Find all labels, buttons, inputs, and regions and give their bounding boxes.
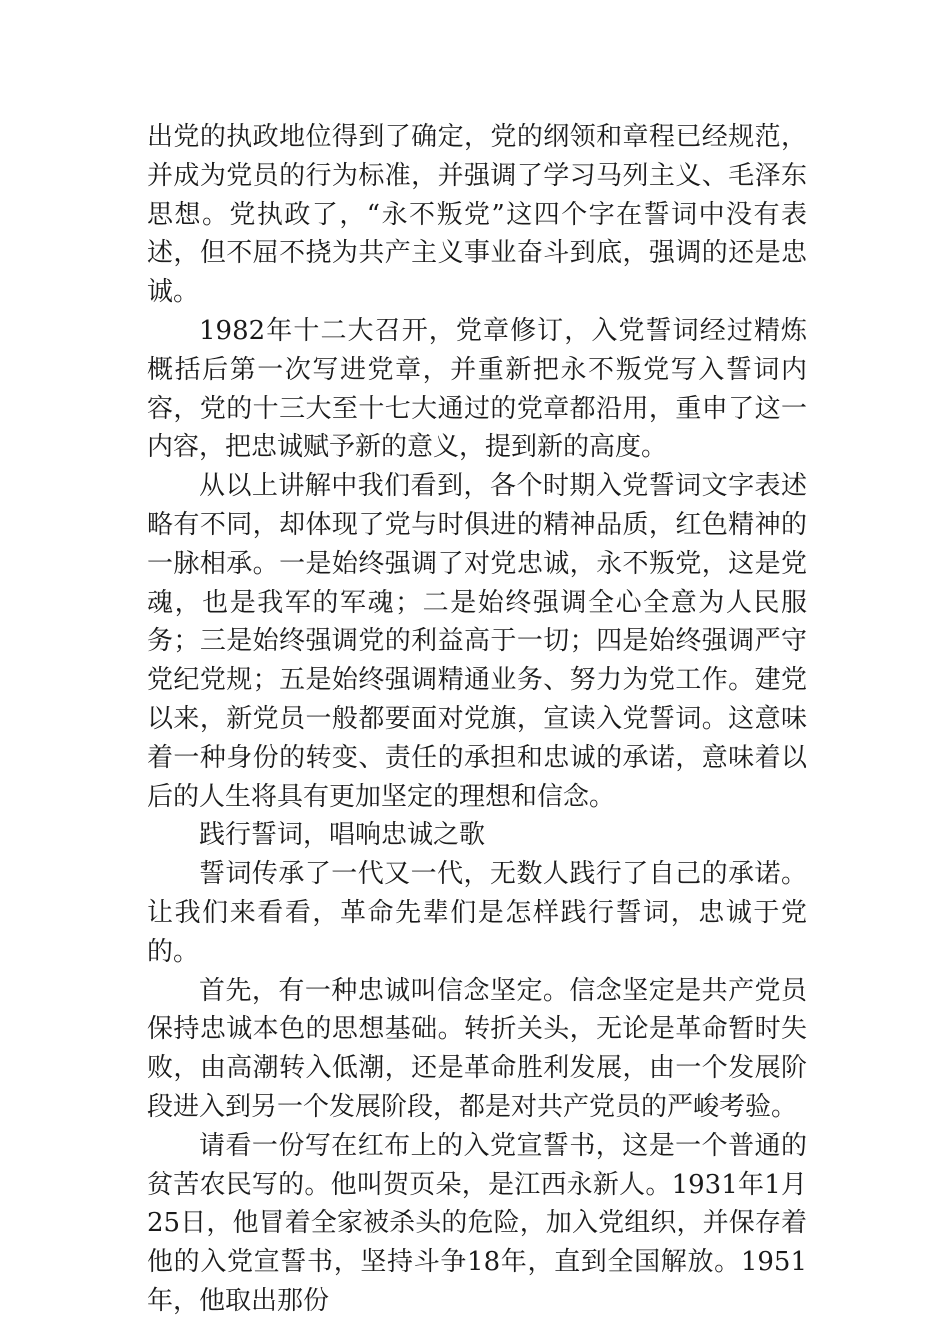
paragraph-oath-inheritance: 誓词传承了一代又一代，无数人践行了自己的承诺。让我们来看看，革命先辈们是怎样践行誓词，忠诚于党的。 — [147, 859, 807, 967]
paragraph-continuation: 出党的执政地位得到了确定，党的纲领和章程已经规范，并成为党员的行为标准，并强调了学习马列主义、毛泽东思想。党执政了，“永不叛党”这四个字在誓词中没有表述，但不屈不挠为共产主义事业奋斗到底，强调的还是忠诚。 — [147, 122, 807, 308]
paragraph-red-cloth-oath: 请看一份写在红布上的入党宣誓书，这是一个普通的贫苦农民写的。他叫贺页朵，是江西永新人。1931年1月25日，他冒着全家被杀头的危险，加入党组织，并保存着他的入党宣誓书，坚持斗争18年，直到全国解放。1951年，他取出那份 — [147, 1130, 807, 1316]
paragraph-oath-summary: 从以上讲解中我们看到，各个时期入党誓词文字表述略有不同，却体现了党与时俱进的精神品质，红色精神的一脉相承。一是始终强调了对党忠诚，永不叛党，这是党魂，也是我军的军魂；二是始终强调全心全意为人民服务；三是始终强调党的利益高于一切；四是始终强调严守党纪党规；五是始终强调精通业务、努力为党工作。建党以来，新党员一般都要面对党旗，宣读入党誓词。这意味着一种身份的转变、责任的承担和忠诚的承诺，意味着以后的人生将具有更加坚定的理想和信念。 — [147, 471, 807, 812]
paragraph-firm-belief: 首先，有一种忠诚叫信念坚定。信念坚定是共产党员保持忠诚本色的思想基础。转折关头，无论是革命暂时失败，由高潮转入低潮，还是革命胜利发展，由一个发展阶段进入到另一个发展阶段，都是对共产党员的严峻考验。 — [147, 975, 807, 1122]
section-heading: 践行誓词，唱响忠诚之歌 — [199, 820, 486, 851]
paragraph-1982-congress: 1982年十二大召开，党章修订，入党誓词经过精炼概括后第一次写进党章，并重新把永不叛党写入誓词内容，党的十三大至十七大通过的党章都沿用，重申了这一内容，把忠诚赋予新的意义，提到新的高度。 — [147, 315, 807, 463]
document-body — [147, 118, 807, 1321]
